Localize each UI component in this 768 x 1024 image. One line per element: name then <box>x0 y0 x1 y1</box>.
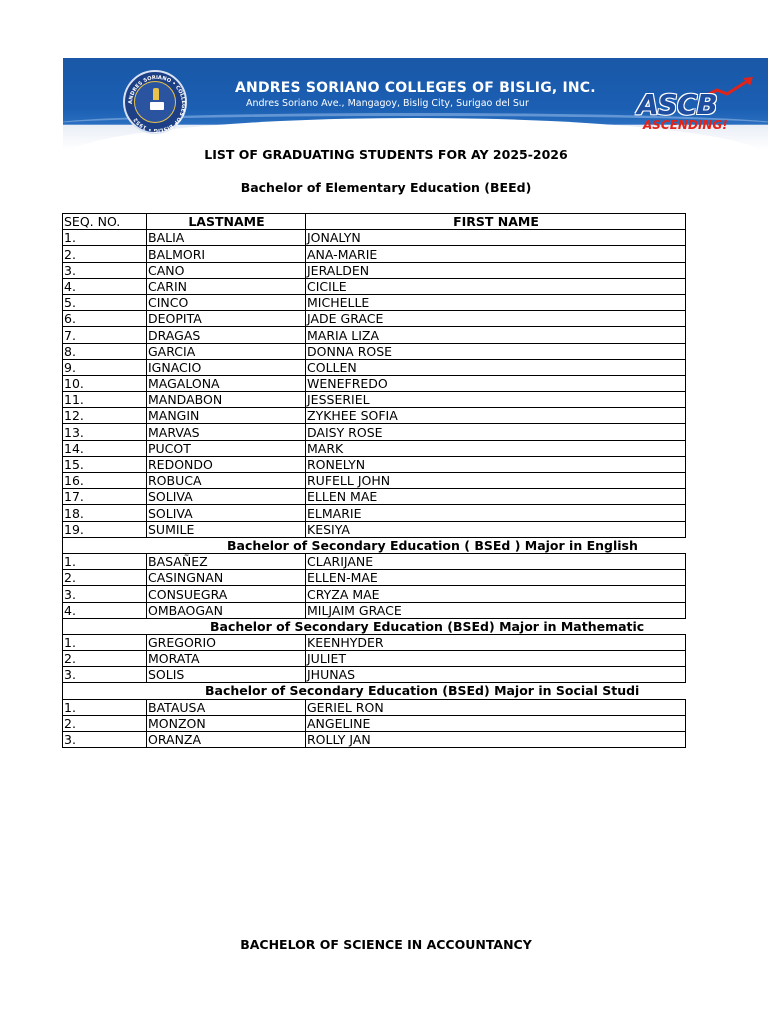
table-row <box>63 311 686 327</box>
lastname-cell: BATAUSA <box>147 699 306 715</box>
first-name-cell: DONNA ROSE <box>306 343 686 359</box>
lastname-cell: CANO <box>147 262 306 278</box>
seq-no-cell: 2. <box>63 246 147 262</box>
seq-no-cell: 12. <box>63 408 147 424</box>
seq-no-cell: 13. <box>63 424 147 440</box>
program-section-row <box>63 618 686 634</box>
table-row <box>63 262 686 278</box>
program-section-cell <box>63 618 686 634</box>
table-row <box>63 392 686 408</box>
first-name-cell: MICHELLE <box>306 294 686 310</box>
first-name-cell: JERALDEN <box>306 262 686 278</box>
lastname-cell: SOLIS <box>147 667 306 683</box>
table-row <box>63 456 686 472</box>
table-row <box>63 602 686 618</box>
school-banner <box>63 58 768 150</box>
lastname-cell: CARIN <box>147 278 306 294</box>
lastname-cell: ROBUCA <box>147 473 306 489</box>
first-name-cell: JADE GRACE <box>306 311 686 327</box>
first-name-cell: RUFELL JOHN <box>306 473 686 489</box>
table-row <box>63 667 686 683</box>
first-name-cell: DAISY ROSE <box>306 424 686 440</box>
table-row <box>63 375 686 391</box>
lastname-cell: IGNACIO <box>147 359 306 375</box>
lastname-cell: BALMORI <box>147 246 306 262</box>
table-row <box>63 732 686 748</box>
brand-mark: ASCB <box>637 88 717 121</box>
lastname-cell: SOLIVA <box>147 489 306 505</box>
seq-no-cell: 7. <box>63 327 147 343</box>
school-seal-logo <box>123 70 187 134</box>
column-header-first-name: FIRST NAME <box>306 214 686 230</box>
first-name-cell: GERIEL RON <box>306 699 686 715</box>
seal-ring-label: ANDRES SORIANO • COLLEGES OF BISLIG • 1952 <box>127 74 187 134</box>
seq-no-cell: 18. <box>63 505 147 521</box>
table-header-row <box>63 214 686 230</box>
column-header-seq-no: SEQ. NO. <box>63 214 147 230</box>
seal-ring-text <box>125 72 189 136</box>
seq-no-cell: 3. <box>63 586 147 602</box>
table-row <box>63 278 686 294</box>
document-title: LIST OF GRADUATING STUDENTS FOR AY 2025-2026 <box>204 147 568 162</box>
first-name-cell: ANA-MARIE <box>306 246 686 262</box>
school-address: Andres Soriano Ave., Mangagoy, Bislig City, Surigao del Sur <box>246 98 529 109</box>
first-name-cell: MARK <box>306 440 686 456</box>
first-name-cell: ROLLY JAN <box>306 732 686 748</box>
brand-tagline: ASCENDING! <box>643 118 728 132</box>
program-heading-accountancy: BACHELOR OF SCIENCE IN ACCOUNTANCY <box>240 937 532 952</box>
lastname-cell: DEOPITA <box>147 311 306 327</box>
seq-no-cell: 1. <box>63 634 147 650</box>
lastname-cell: SUMILE <box>147 521 306 537</box>
lastname-cell: CINCO <box>147 294 306 310</box>
first-name-cell: CLARIJANE <box>306 553 686 569</box>
lastname-cell: REDONDO <box>147 456 306 472</box>
table-row <box>63 294 686 310</box>
seq-no-cell: 4. <box>63 278 147 294</box>
first-name-cell: WENEFREDO <box>306 375 686 391</box>
lastname-cell: MORATA <box>147 651 306 667</box>
seq-no-cell: 2. <box>63 715 147 731</box>
lastname-cell: BASAÑEZ <box>147 553 306 569</box>
first-name-cell: ELMARIE <box>306 505 686 521</box>
table-row <box>63 699 686 715</box>
school-name: ANDRES SORIANO COLLEGES OF BISLIG, INC. <box>235 80 596 96</box>
seq-no-cell: 1. <box>63 553 147 569</box>
first-name-cell: ELLEN MAE <box>306 489 686 505</box>
column-header-lastname: LASTNAME <box>147 214 306 230</box>
lastname-cell: PUCOT <box>147 440 306 456</box>
ascb-brand-logo <box>637 72 755 130</box>
seq-no-cell: 2. <box>63 651 147 667</box>
table-row <box>63 440 686 456</box>
program-section-title: Bachelor of Secondary Education (BSEd) Major in Social Studi <box>205 683 640 699</box>
program-heading-beed: Bachelor of Elementary Education (BEEd) <box>240 180 532 195</box>
program-section-cell <box>63 537 686 553</box>
first-name-cell: CICILE <box>306 278 686 294</box>
program-section-title: Bachelor of Secondary Education ( BSEd ) Major in English <box>227 537 638 553</box>
lastname-cell: BALIA <box>147 230 306 246</box>
program-section-row <box>63 683 686 699</box>
table-row <box>63 570 686 586</box>
lastname-cell: MARVAS <box>147 424 306 440</box>
first-name-cell: JHUNAS <box>306 667 686 683</box>
seq-no-cell: 3. <box>63 732 147 748</box>
table-row <box>63 327 686 343</box>
seq-no-cell: 8. <box>63 343 147 359</box>
seq-no-cell: 17. <box>63 489 147 505</box>
table-row <box>63 246 686 262</box>
first-name-cell: MILJAIM GRACE <box>306 602 686 618</box>
table-row <box>63 408 686 424</box>
table-row <box>63 634 686 650</box>
svg-text:ANDRES SORIANO • COLLEGES OF B <box>128 75 186 133</box>
program-section-title: Bachelor of Secondary Education (BSEd) Major in Mathematic <box>210 618 645 634</box>
lastname-cell: MAGALONA <box>147 375 306 391</box>
table-row <box>63 489 686 505</box>
lastname-cell: ORANZA <box>147 732 306 748</box>
seq-no-cell: 19. <box>63 521 147 537</box>
seq-no-cell: 9. <box>63 359 147 375</box>
seq-no-cell: 15. <box>63 456 147 472</box>
seq-no-cell: 6. <box>63 311 147 327</box>
first-name-cell: JONALYN <box>306 230 686 246</box>
lastname-cell: OMBAOGAN <box>147 602 306 618</box>
lastname-cell: MONZON <box>147 715 306 731</box>
table-row <box>63 553 686 569</box>
first-name-cell: COLLEN <box>306 359 686 375</box>
program-section-cell <box>63 683 686 699</box>
first-name-cell: MARIA LIZA <box>306 327 686 343</box>
seq-no-cell: 4. <box>63 602 147 618</box>
seq-no-cell: 3. <box>63 667 147 683</box>
lastname-cell: CASINGNAN <box>147 570 306 586</box>
table-row <box>63 651 686 667</box>
table-row <box>63 715 686 731</box>
seq-no-cell: 1. <box>63 699 147 715</box>
first-name-cell: JESSERIEL <box>306 392 686 408</box>
table-body <box>63 230 686 748</box>
lastname-cell: SOLIVA <box>147 505 306 521</box>
table-row <box>63 586 686 602</box>
first-name-cell: JULIET <box>306 651 686 667</box>
table-row <box>63 424 686 440</box>
first-name-cell: CRYZA MAE <box>306 586 686 602</box>
table-row <box>63 505 686 521</box>
lastname-cell: CONSUEGRA <box>147 586 306 602</box>
table-row <box>63 521 686 537</box>
graduates-table <box>62 213 686 748</box>
lastname-cell: DRAGAS <box>147 327 306 343</box>
seq-no-cell: 10. <box>63 375 147 391</box>
first-name-cell: ELLEN-MAE <box>306 570 686 586</box>
first-name-cell: ZYKHEE SOFIA <box>306 408 686 424</box>
seq-no-cell: 1. <box>63 230 147 246</box>
first-name-cell: RONELYN <box>306 456 686 472</box>
table-row <box>63 359 686 375</box>
first-name-cell: KESIYA <box>306 521 686 537</box>
seq-no-cell: 2. <box>63 570 147 586</box>
seq-no-cell: 11. <box>63 392 147 408</box>
table-row <box>63 230 686 246</box>
seq-no-cell: 16. <box>63 473 147 489</box>
lastname-cell: MANDABON <box>147 392 306 408</box>
table-row <box>63 473 686 489</box>
seq-no-cell: 14. <box>63 440 147 456</box>
program-section-row <box>63 537 686 553</box>
seq-no-cell: 3. <box>63 262 147 278</box>
first-name-cell: ANGELINE <box>306 715 686 731</box>
seq-no-cell: 5. <box>63 294 147 310</box>
lastname-cell: MANGIN <box>147 408 306 424</box>
table-row <box>63 343 686 359</box>
lastname-cell: GARCIA <box>147 343 306 359</box>
lastname-cell: GREGORIO <box>147 634 306 650</box>
first-name-cell: KEENHYDER <box>306 634 686 650</box>
